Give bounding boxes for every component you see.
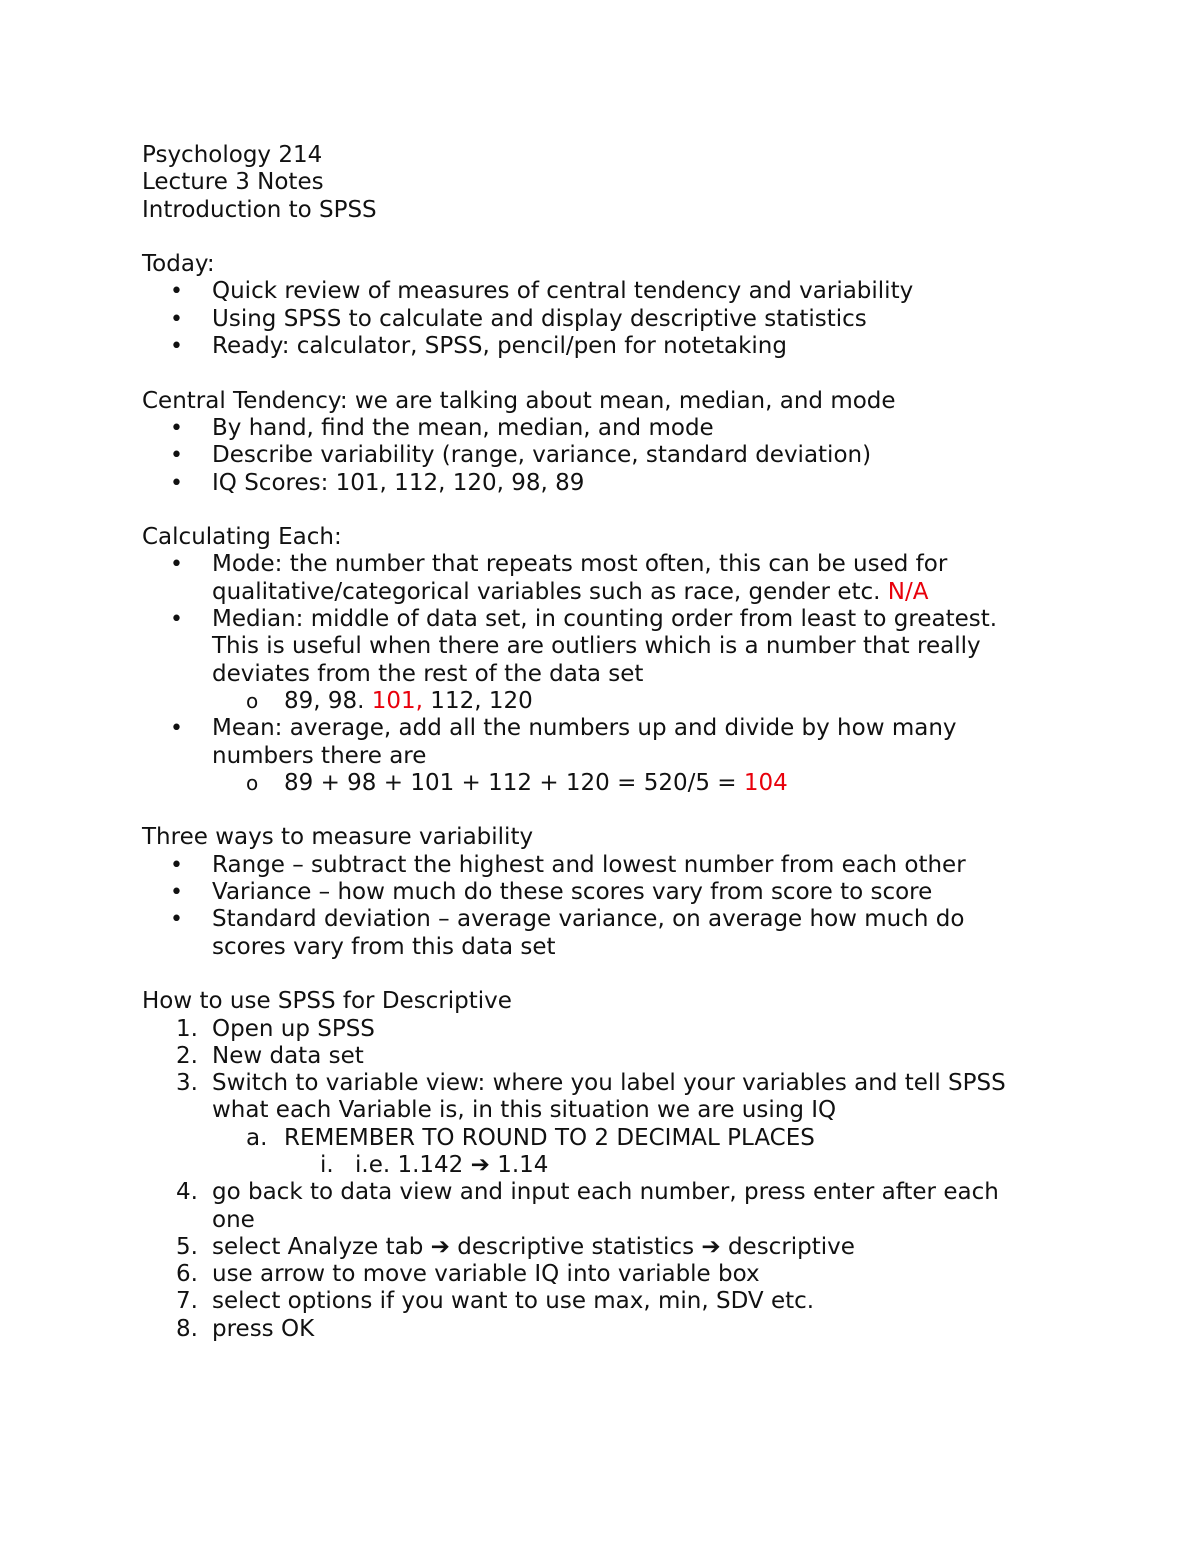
document-page [142,142,1042,1343]
step-item-cont: what each Variable is, in this situation we are using IQ [212,1097,837,1124]
step-item-cont: one [212,1206,255,1233]
bullet-icon: • [170,907,183,933]
list-item-mode-cont: qualitative/categorical variables such as race, gender etc. N/A [212,578,929,605]
step-item: 4. go back to data view and input each number, press enter after each [176,1179,999,1206]
step-item: 3. Switch to variable view: where you label your variables and tell SPSS [176,1070,1006,1097]
list-item: • Quick review of measures of central tendency and variability [170,278,914,305]
step-item: 8. press OK [176,1315,315,1342]
spss-heading: How to use SPSS for Descriptive [142,988,512,1015]
mode-answer: N/A [887,578,929,605]
mean-answer: 104 [743,769,788,796]
list-item-cont: scores vary from this data set [212,933,556,960]
list-item: • Variance – how much do these scores vary from score to score [170,879,933,906]
lecture-title: Lecture 3 Notes [142,169,324,196]
central-tendency-heading: Central Tendency: we are talking about mean, median, and mode [142,387,896,414]
list-item-median: • Median: middle of data set, in counting order from least to greatest. [170,606,998,633]
bullet-icon: • [170,470,183,496]
bullet-icon: • [170,552,183,578]
bullet-icon: • [170,279,183,305]
list-item: • By hand, find the mean, median, and mode [170,414,714,441]
list-item-mean: • Mean: average, add all the numbers up and divide by how many [170,715,957,742]
list-item: • Standard deviation – average variance, on average how much do [170,906,965,933]
bullet-icon: • [170,852,183,878]
variability-heading: Three ways to measure variability [142,824,534,851]
list-item: • Using SPSS to calculate and display descriptive statistics [170,305,867,332]
bullet-icon: • [170,716,183,742]
step-item: 5. select Analyze tab ➔ descriptive statistics ➔ descriptive [176,1233,855,1260]
circle-bullet-icon: o [246,688,259,713]
list-item: • Range – subtract the highest and lowest number from each other [170,851,966,878]
course-title: Psychology 214 [142,142,323,168]
list-item: • Ready: calculator, SPSS, pencil/pen for notetaking [170,333,787,360]
median-answer: 101, [371,687,423,714]
calculating-heading: Calculating Each: [142,524,342,551]
today-heading: Today: [142,251,215,278]
list-item-median-cont: deviates from the rest of the data set [212,660,644,687]
sub-sub-step-item: i. i.e. 1.142 ➔ 1.14 [320,1151,549,1178]
bullet-icon: • [170,443,183,469]
sub-list-item: o 89, 98. 101, 112, 120 [246,687,533,714]
bullet-icon: • [170,415,183,441]
list-item-median-cont: This is useful when there are outliers which is a number that really [212,633,981,660]
step-item: 6. use arrow to move variable IQ into variable box [176,1261,760,1288]
list-item: • IQ Scores: 101, 112, 120, 98, 89 [170,469,585,496]
topic-title: Introduction to SPSS [142,196,377,223]
step-item: 1. Open up SPSS [176,1015,375,1042]
list-item: • Describe variability (range, variance, standard deviation) [170,442,872,469]
arrow-right-icon: ➔ [430,1233,450,1260]
bullet-icon: • [170,306,183,332]
list-item-mean-cont: numbers there are [212,742,427,769]
step-item: 7. select options if you want to use max, min, SDV etc. [176,1288,815,1315]
circle-bullet-icon: o [246,770,259,795]
arrow-right-icon: ➔ [470,1151,490,1178]
sub-list-item: o 89 + 98 + 101 + 112 + 120 = 520/5 = 104 [246,769,788,796]
step-item: 2. New data set [176,1042,364,1069]
bullet-icon: • [170,334,183,360]
list-item-mode: • Mode: the number that repeats most often, this can be used for [170,551,948,578]
bullet-icon: • [170,880,183,906]
arrow-right-icon: ➔ [701,1233,721,1260]
sub-step-item: a. REMEMBER TO ROUND TO 2 DECIMAL PLACES [246,1124,815,1151]
bullet-icon: • [170,607,183,633]
